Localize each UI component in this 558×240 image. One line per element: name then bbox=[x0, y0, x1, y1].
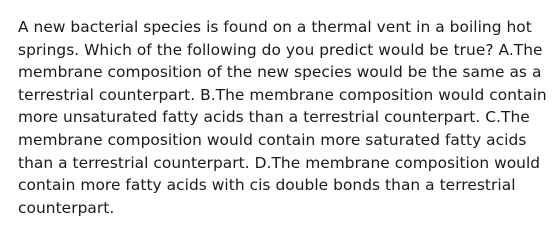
option-d: D.The membrane composition would contain more fatty acids with cis double bonds than a terrestrial counterpart. bbox=[18, 153, 541, 217]
option-a: A.The membrane composition of the new species would be the same as a terrestrial counterpart. bbox=[18, 40, 543, 104]
option-b: B.The membrane composition would contain more unsaturated fatty acids than a terrestrial counterpart. bbox=[18, 85, 547, 127]
question-stem: A new bacterial species is found on a thermal vent in a boiling hot springs. Which of the following do you predict would be true? bbox=[18, 18, 532, 59]
option-c: C.The membrane composition would contain more saturated fatty acids than a terrestrial counterpart. bbox=[18, 108, 530, 172]
question-text bbox=[18, 16, 550, 219]
